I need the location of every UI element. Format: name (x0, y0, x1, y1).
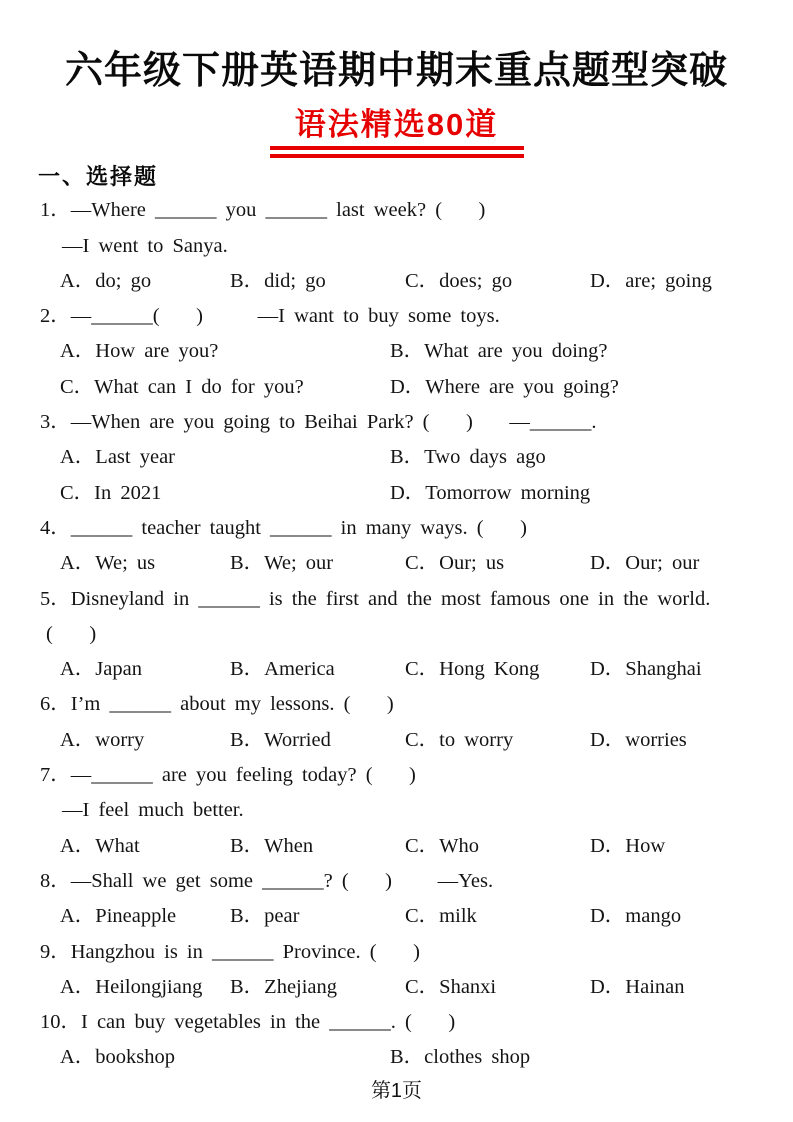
option-item: C．In 2021 (60, 481, 162, 504)
options-row (40, 970, 783, 1005)
question-stem-row: 2．—______( ) —I want to buy some toys. (40, 305, 500, 328)
question-stem-row: 1．—Where ______ you ______ last week? ( ) (40, 199, 486, 222)
options-row (40, 829, 783, 864)
page-header (0, 0, 793, 158)
doc-subtitle: 语法精选80道 (294, 106, 499, 142)
options-row (40, 1040, 783, 1075)
option-item: D．Tomorrow morning (390, 481, 591, 504)
section-heading: 一、选择题 (38, 163, 159, 189)
option-item: C．milk (405, 905, 477, 928)
option-item: D．Hainan (590, 975, 685, 998)
options-row (40, 723, 783, 758)
question-continuation-row: ( ) (46, 622, 97, 645)
option-item: C．Hong Kong (405, 658, 540, 681)
option-item: D．are; going (590, 269, 712, 292)
option-item: A．How are you? (60, 340, 219, 363)
question-stem-row: 7．—______ are you feeling today? ( ) (40, 764, 416, 787)
option-item: C．Our; us (405, 552, 505, 575)
questions (0, 193, 793, 1075)
question-stem-row: 5．Disneyland in ______ is the first and the most famous one in the world. (40, 587, 711, 610)
option-item: D．Where are you going? (390, 375, 619, 398)
option-item: A．Last year (60, 446, 175, 469)
question-stem-row: 3．—When are you going to Beihai Park? ( ) —______. (40, 411, 597, 434)
options-row (40, 476, 783, 511)
option-item: A．Heilongjiang (60, 975, 203, 998)
subtitle-double-underline (270, 146, 524, 158)
question-continuation-row: —I feel much better. (62, 799, 244, 822)
doc-title: 六年级下册英语期中期末重点题型突破 (64, 50, 728, 92)
option-item: B．pear (230, 905, 300, 928)
question-stem-row: 10．I can buy vegetables in the ______. ( ) (40, 1011, 456, 1034)
option-item: B．Zhejiang (230, 975, 338, 998)
option-item: D．Shanghai (590, 658, 702, 681)
option-item: C．to worry (405, 728, 514, 751)
option-item: A．What (60, 834, 140, 857)
option-item: A．Japan (60, 658, 142, 681)
question-stem-row: 8．—Shall we get some ______? ( ) —Yes. (40, 869, 494, 892)
option-item: D．How (590, 834, 666, 857)
option-item: B．When (230, 834, 314, 857)
options-row (40, 440, 783, 475)
option-item: A．worry (60, 728, 145, 751)
option-item: C．What can I do for you? (60, 375, 304, 398)
options-row (40, 370, 783, 405)
question-stem-row: 9．Hangzhou is in ______ Province. ( ) (40, 940, 420, 963)
option-item: D．Our; our (590, 552, 700, 575)
page-number: 第1页 (370, 1079, 423, 1102)
option-item: C．Shanxi (405, 975, 497, 998)
options-row (40, 264, 783, 299)
option-item: A．We; us (60, 552, 156, 575)
option-item: A．do; go (60, 269, 152, 292)
option-item: B．Two days ago (390, 446, 546, 469)
options-row (40, 334, 783, 369)
option-item: C．does; go (405, 269, 513, 292)
option-item: C．Who (405, 834, 480, 857)
option-item: B．We; our (230, 552, 334, 575)
option-item: A．bookshop (60, 1046, 176, 1069)
options-row (40, 546, 783, 581)
question-stem-row: 4．______ teacher taught ______ in many ways. ( ) (40, 516, 527, 539)
option-item: B．America (230, 658, 335, 681)
question-stem-row: 6．I’m ______ about my lessons. ( ) (40, 693, 394, 716)
options-row (40, 652, 783, 687)
option-item: B．clothes shop (390, 1046, 531, 1069)
option-item: A．Pineapple (60, 905, 177, 928)
options-row (40, 899, 783, 934)
option-item: B．did; go (230, 269, 326, 292)
option-item: B．Worried (230, 728, 331, 751)
option-item: B．What are you doing? (390, 340, 608, 363)
question-continuation-row: —I went to Sanya. (62, 234, 228, 257)
option-item: D．mango (590, 905, 682, 928)
option-item: D．worries (590, 728, 687, 751)
